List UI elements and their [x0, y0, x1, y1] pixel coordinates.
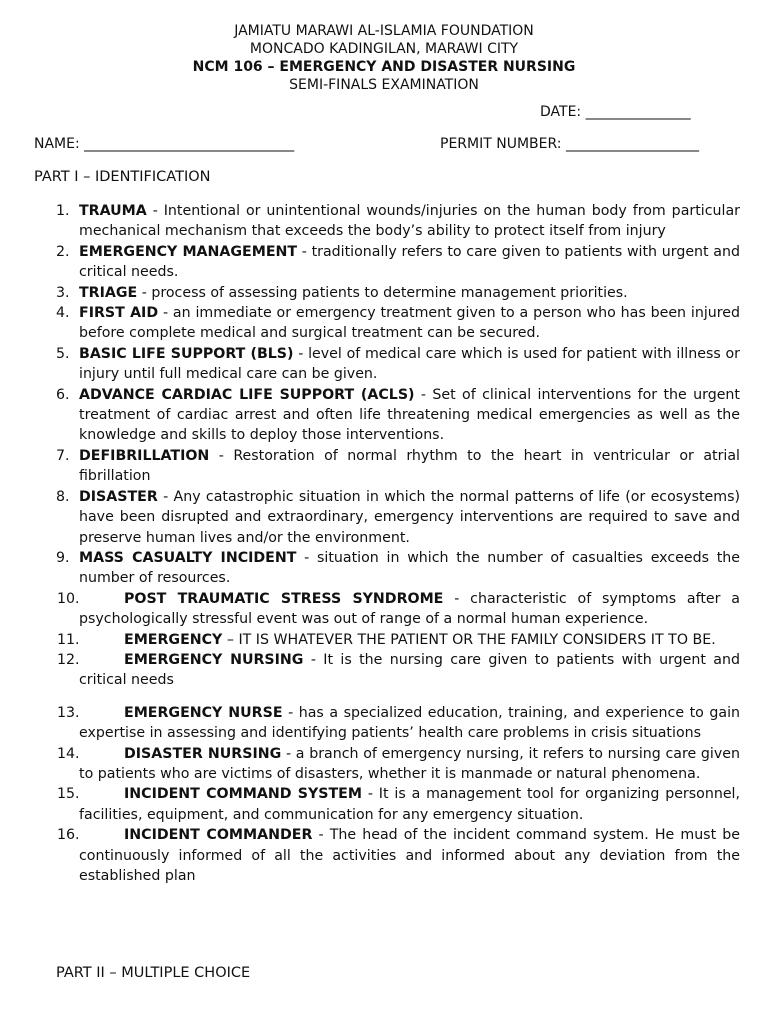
item-term: EMERGENCY MANAGEMENT [79, 243, 298, 260]
item-definition: - It is the nursing care given to patients with urgent and critical needs [79, 651, 740, 689]
item-definition: - level of medical care which is used for patient with illness or injury until full medical care can be given. [79, 345, 741, 383]
permit-number-field: PERMIT NUMBER: ___________________ [440, 136, 699, 152]
item-term: DISASTER [79, 488, 158, 505]
item-number: 12. [57, 651, 80, 668]
item-term: DEFIBRILLATION [79, 447, 210, 464]
document-header [0, 22, 768, 94]
item-definition: - an immediate or emergency treatment given to a person who has been injured before complete medical and surgical treatment can be secured. [79, 305, 741, 342]
item-number: 13. [57, 704, 80, 721]
item-definition: - situation in which the number of casualties exceeds the number of resources. [79, 549, 740, 587]
item-term: INCIDENT COMMANDER [124, 827, 313, 844]
list-item [0, 487, 768, 548]
item-definition: - has a specialized education, training, and experience to gain expertise in assessing and identifying patients’ health care problems in crisis situations [79, 704, 740, 742]
list-item [0, 703, 768, 744]
exam-title: SEMI-FINALS EXAMINATION [289, 77, 479, 93]
item-definition: - The head of the incident command system. He must be continuously informed of all the activities and informed about any deviation from the established plan [79, 827, 740, 884]
item-number: 1. [56, 203, 70, 219]
item-number: 10. [57, 590, 80, 607]
item-term: DISASTER NURSING [124, 745, 282, 762]
course-title: NCM 106 – EMERGENCY AND DISASTER NURSING [192, 59, 576, 75]
list-item [0, 650, 768, 691]
spacer [0, 691, 768, 703]
item-definition: - process of assessing patients to determine management priorities. [137, 284, 628, 301]
item-number: 11. [57, 631, 80, 648]
item-term: EMERGENCY NURSE [124, 704, 283, 721]
item-term: BASIC LIFE SUPPORT (BLS) [79, 345, 294, 362]
item-number: 8. [56, 488, 70, 505]
item-term: ADVANCE CARDIAC LIFE SUPPORT (ACLS) [79, 386, 415, 403]
institution-address: MONCADO KADINGILAN, MARAWI CITY [249, 41, 519, 57]
item-term: FIRST AID [79, 305, 159, 322]
item-definition: - a branch of emergency nursing, it refers to nursing care given to patients who are victims of disasters, whether it is manmade or natural phenomena. [79, 745, 740, 782]
item-term: INCIDENT COMMAND SYSTEM [124, 786, 362, 803]
item-number: 3. [56, 284, 70, 301]
list-item [0, 303, 768, 344]
item-number: 5. [56, 345, 70, 362]
item-definition: - Restoration of normal rhythm to the heart in ventricular or atrial fibrillation [79, 447, 740, 485]
item-number: 2. [56, 243, 70, 260]
item-term: EMERGENCY [124, 631, 223, 648]
list-item [0, 548, 768, 589]
name-field: NAME: ______________________________ [34, 136, 295, 152]
list-item [0, 242, 768, 283]
identification-list [0, 201, 768, 886]
part-two-heading: PART II – MULTIPLE CHOICE [56, 965, 251, 981]
item-definition: - Any catastrophic situation in which the normal patterns of life (or ecosystems) have been disrupted and extraordinary, emergency interventions are required to save and preserve human lives and/or the environment. [79, 488, 740, 546]
item-term: TRAUMA [79, 203, 147, 219]
item-definition: - Intentional or unintentional wounds/injuries on the human body from particular mechanical mechanism that exceeds the body’s ability to protect itself from injury [79, 203, 740, 240]
list-item [0, 589, 768, 630]
item-number: 15. [57, 786, 80, 803]
list-item [0, 784, 768, 825]
item-definition: - characteristic of symptoms after a psychologically stressful event was out of range of a normal human experience. [79, 590, 741, 628]
list-item [0, 825, 768, 886]
list-item [0, 344, 768, 385]
date-field: DATE: _______________ [540, 104, 691, 120]
item-definition: – IT IS WHATEVER THE PATIENT OR THE FAMILY CONSIDERS IT TO BE. [222, 631, 716, 648]
list-item [0, 744, 768, 785]
item-term: MASS CASUALTY INCIDENT [79, 549, 297, 566]
item-number: 16. [57, 827, 80, 844]
item-number: 4. [56, 305, 70, 322]
item-number: 6. [56, 386, 70, 403]
list-item [0, 446, 768, 487]
item-number: 14. [57, 745, 80, 762]
part-one-heading: PART I – IDENTIFICATION [34, 169, 211, 185]
item-number: 7. [56, 447, 70, 464]
item-number: 9. [56, 549, 70, 566]
item-definition: - It is a management tool for organizing personnel, facilities, equipment, and communication for any emergency situation. [79, 786, 741, 823]
item-term: TRIAGE [79, 284, 138, 301]
institution-name: JAMIATU MARAWI AL-ISLAMIA FOUNDATION [234, 23, 534, 39]
list-item [0, 201, 768, 242]
item-term: POST TRAUMATIC STRESS SYNDROME [124, 590, 444, 607]
list-item [0, 283, 768, 303]
item-term: EMERGENCY NURSING [124, 651, 304, 668]
item-definition: - traditionally refers to care given to patients with urgent and critical needs. [79, 243, 740, 281]
item-definition: - Set of clinical interventions for the urgent treatment of cardiac arrest and often life threatening medical emergencies as well as the knowledge and skills to deploy those interventions. [79, 386, 740, 444]
list-item [0, 630, 768, 650]
list-item [0, 385, 768, 446]
